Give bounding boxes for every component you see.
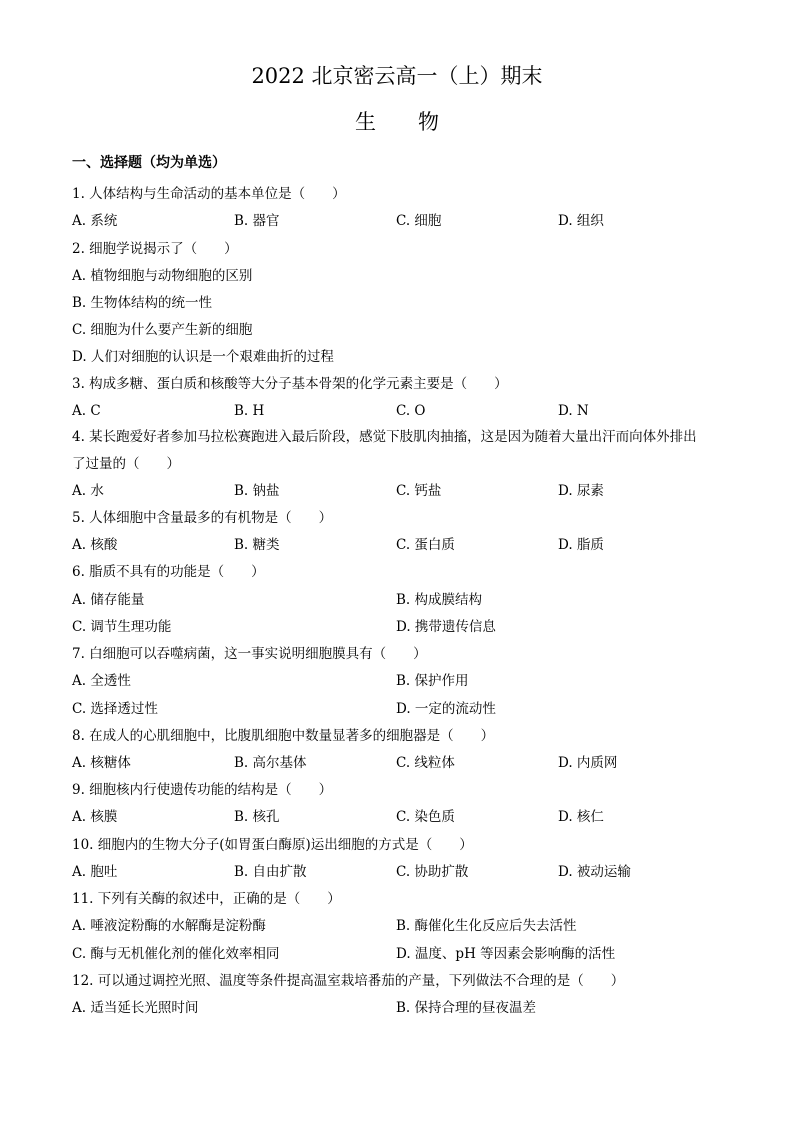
question-stem: 3. 构成多糖、蛋白质和核酸等大分子基本骨架的化学元素主要是（ ） <box>72 376 508 392</box>
question-stem: 4. 某长跑爱好者参加马拉松赛跑进入最后阶段，感觉下肢肌肉抽搐，这是因为随着大量出汗而向体外排出 <box>72 429 697 445</box>
option-a: A. 植物细胞与动物细胞的区别 <box>72 268 253 284</box>
option-b: B. 自由扩散 <box>234 864 307 880</box>
option-c: C. 选择透过性 <box>72 701 158 717</box>
question-stem: 2. 细胞学说揭示了（ ） <box>72 241 238 257</box>
option-d: D. 人们对细胞的认识是一个艰难曲折的过程 <box>72 349 334 365</box>
question-stem: 11. 下列有关酶的叙述中，正确的是（ ） <box>72 891 341 907</box>
question-stem: 9. 细胞核内行使遗传功能的结构是（ ） <box>72 782 333 798</box>
option-c: C. 酶与无机催化剂的催化效率相同 <box>72 946 280 962</box>
option-a: A. 核酸 <box>72 537 118 553</box>
option-d: D. 脂质 <box>558 537 604 553</box>
option-d: D. 被动运输 <box>558 864 631 880</box>
option-b: B. H <box>234 403 265 419</box>
option-a: A. 适当延长光照时间 <box>72 1000 199 1016</box>
option-d: D. N <box>558 403 589 419</box>
question-stem: 1. 人体结构与生命活动的基本单位是（ ） <box>72 186 346 202</box>
option-d: D. 组织 <box>558 213 604 229</box>
option-b: B. 钠盐 <box>234 483 280 499</box>
option-b: B. 构成膜结构 <box>396 592 483 608</box>
option-b: B. 器官 <box>234 213 280 229</box>
option-d: D. 一定的流动性 <box>396 701 496 717</box>
option-a: A. 全透性 <box>72 673 131 689</box>
option-c: C. 染色质 <box>396 809 455 825</box>
option-c: C. 协助扩散 <box>396 864 469 880</box>
question-stem: 6. 脂质不具有的功能是（ ） <box>72 564 265 580</box>
question-stem: 7. 白细胞可以吞噬病菌，这一事实说明细胞膜具有（ ） <box>72 646 427 662</box>
option-b: B. 生物体结构的统一性 <box>72 295 213 311</box>
option-d: D. 尿素 <box>558 483 604 499</box>
option-a: A. 胞吐 <box>72 864 118 880</box>
option-b: B. 糖类 <box>234 537 280 553</box>
question-stem: 5. 人体细胞中含量最多的有机物是（ ） <box>72 510 333 526</box>
question-stem: 8. 在成人的心肌细胞中，比腹肌细胞中数量显著多的细胞器是（ ） <box>72 728 495 744</box>
option-d: D. 携带遗传信息 <box>396 619 496 635</box>
option-b: B. 酶催化生化反应后失去活性 <box>396 918 577 934</box>
option-c: C. 细胞 <box>396 213 442 229</box>
option-a: A. 核膜 <box>72 809 118 825</box>
section-heading: 一、选择题（均为单选） <box>72 155 226 171</box>
option-a: A. 核糖体 <box>72 755 131 771</box>
option-b: B. 保持合理的昼夜温差 <box>396 1000 537 1016</box>
subject-char-2: 物 <box>418 110 439 134</box>
option-a: A. C <box>72 403 101 419</box>
subject-title <box>0 107 794 137</box>
question-stem: 10. 细胞内的生物大分子(如胃蛋白酶原)运出细胞的方式是（ ） <box>72 837 473 853</box>
option-b: B. 高尔基体 <box>234 755 307 771</box>
subject-char-1: 生 <box>355 110 376 134</box>
option-c: C. 调节生理功能 <box>72 619 172 635</box>
option-b: B. 核孔 <box>234 809 280 825</box>
option-c: C. 细胞为什么要产生新的细胞 <box>72 322 253 338</box>
option-a: A. 系统 <box>72 213 118 229</box>
option-d: D. 内质网 <box>558 755 618 771</box>
option-c: C. 线粒体 <box>396 755 455 771</box>
option-a: A. 储存能量 <box>72 592 145 608</box>
option-a: A. 唾液淀粉酶的水解酶是淀粉酶 <box>72 918 266 934</box>
option-c: C. 蛋白质 <box>396 537 455 553</box>
option-d: D. 温度、pH 等因素会影响酶的活性 <box>396 946 616 962</box>
option-a: A. 水 <box>72 483 104 499</box>
option-d: D. 核仁 <box>558 809 604 825</box>
option-c: C. 钙盐 <box>396 483 442 499</box>
question-stem-continued: 了过量的（ ） <box>72 456 180 472</box>
page-title: 2022 北京密云高一（上）期末 <box>251 64 543 88</box>
question-stem: 12. 可以通过调控光照、温度等条件提高温室栽培番茄的产量，下列做法不合理的是（ ） <box>72 973 625 989</box>
option-b: B. 保护作用 <box>396 673 469 689</box>
option-c: C. O <box>396 403 426 419</box>
